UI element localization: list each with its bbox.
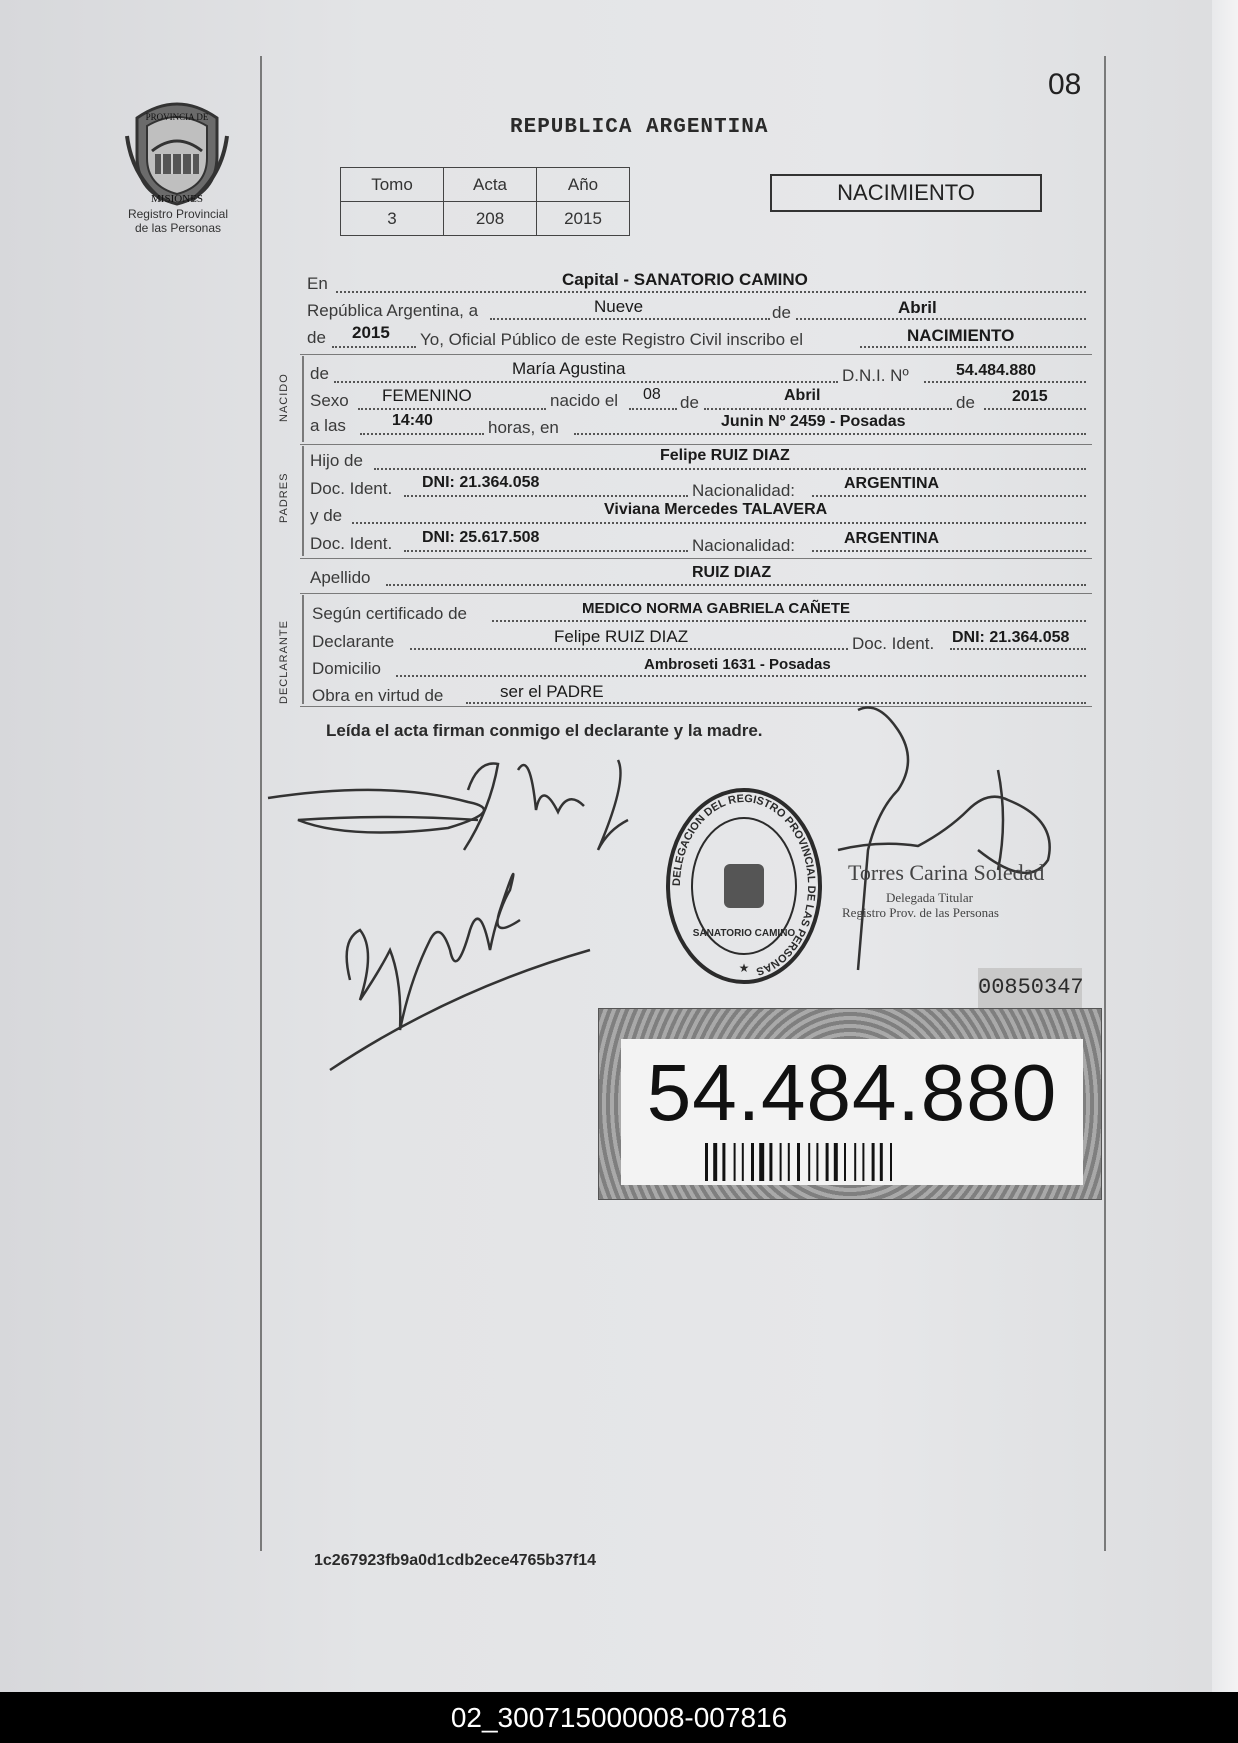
barcode-bar (788, 1143, 790, 1181)
barcode-bar (769, 1143, 772, 1181)
dots (404, 495, 688, 497)
mother-signature (330, 830, 630, 1090)
barcode-bar (844, 1143, 846, 1181)
scan-footer-band (0, 1692, 1238, 1743)
dots (358, 408, 546, 410)
birth-place-value: Junin Nº 2459 - Posadas (721, 413, 906, 430)
page-edge (1212, 0, 1238, 1692)
barcode-bar (834, 1143, 838, 1181)
barcode-bar (872, 1143, 875, 1181)
section-label-declarante: DECLARANTE (278, 620, 290, 704)
birth-time-value: 14:40 (392, 412, 433, 429)
sex-value: FEMENINO (382, 386, 472, 405)
birth-year-value: 2015 (1012, 388, 1048, 405)
a-las-label: a las (310, 416, 346, 435)
de-label-2: de (680, 393, 699, 412)
anio-header: Año (537, 168, 630, 202)
official-signature (838, 700, 1068, 970)
dots (924, 381, 1086, 383)
father-doc-label: Doc. Ident. (310, 479, 393, 498)
y-de-label: y de (310, 506, 343, 525)
hijo-de-label: Hijo de (310, 451, 363, 470)
separator-nacido-top (300, 354, 1092, 355)
dots (410, 648, 848, 650)
dots (812, 550, 1086, 552)
logo-caption-line2: de las Personas (134, 221, 222, 235)
en-label: En (307, 274, 328, 293)
registry-table (340, 167, 630, 236)
barcode-bar (816, 1143, 818, 1181)
declarante-doc-value: DNI: 21.364.058 (952, 629, 1070, 646)
registry-stamp (664, 786, 824, 986)
mother-doc-label: Doc. Ident. (310, 534, 393, 553)
acta-value: 208 (444, 202, 537, 236)
dots (984, 408, 1086, 410)
dni-label: D.N.I. Nº (842, 366, 909, 385)
separator-declarante-top (300, 593, 1092, 594)
certificate-value: MEDICO NORMA GABRIELA CAÑETE (582, 600, 851, 617)
mother-nationality-value: ARGENTINA (844, 530, 940, 547)
right-margin-rule (1104, 56, 1106, 1551)
barcode-bar (722, 1143, 725, 1181)
dots (492, 620, 1086, 622)
father-name-value: Felipe RUIZ DIAZ (660, 447, 790, 464)
scan-filename: 02_300715000008-007816 (450, 1702, 788, 1733)
logo-caption-line1: Registro Provincial (127, 207, 229, 221)
separator-apellido-top (300, 558, 1092, 559)
domicilio-label: Domicilio (312, 659, 381, 678)
dots (352, 522, 1086, 524)
nacido-el-label: nacido el (550, 391, 619, 410)
dots (860, 346, 1086, 348)
svg-text:★: ★ (738, 961, 750, 975)
section-label-nacido: NACIDO (278, 373, 290, 422)
dots (404, 550, 688, 552)
section-label-padres: PADRES (278, 472, 290, 523)
barcode-bar (880, 1143, 883, 1181)
mother-name-value: Viviana Mercedes TALAVERA (604, 501, 828, 518)
barcode-bar (751, 1143, 754, 1181)
official-office: Registro Prov. de las Personas (842, 905, 999, 920)
tomo-header: Tomo (341, 168, 444, 202)
separator-padres-top (300, 444, 1092, 445)
apellido-label: Apellido (310, 568, 371, 587)
father-doc-value: DNI: 21.364.058 (422, 474, 540, 491)
official-name: Torres Carina Soledad (848, 860, 1045, 885)
dots (396, 675, 1086, 677)
acta-header: Acta (444, 168, 537, 202)
padres-bracket (302, 446, 304, 556)
barcode-bar (826, 1143, 829, 1181)
barcode-bar (713, 1143, 717, 1181)
barcode-bar (890, 1143, 892, 1181)
month-value: Abril (898, 298, 937, 317)
birth-month-value: Abril (784, 387, 821, 404)
barcode-bar (759, 1143, 764, 1181)
year-value: 2015 (352, 323, 390, 342)
child-dni-value: 54.484.880 (956, 362, 1037, 379)
barcode-bar (780, 1143, 782, 1181)
address-value: Ambroseti 1631 - Posadas (644, 656, 831, 673)
child-name-value: María Agustina (512, 359, 626, 378)
dots (332, 346, 416, 348)
day-words-value: Nueve (594, 297, 644, 316)
act-word-value: NACIMIENTO (907, 326, 1015, 345)
officer-text: Yo, Oficial Público de este Registro Civil inscribo el (420, 330, 803, 349)
barcode-bar (742, 1143, 744, 1181)
stamp-inner-text: SANATORIO CAMINO (692, 928, 796, 939)
mother-doc-value: DNI: 25.617.508 (422, 529, 540, 546)
declarante-label: Declarante (312, 632, 395, 651)
country-title: REPUBLICA ARGENTINA (510, 116, 769, 139)
birth-day-value: 08 (643, 386, 661, 403)
dots (386, 584, 1086, 586)
dots (704, 408, 952, 410)
tomo-value: 3 (341, 202, 444, 236)
sheet-number: 08 (1048, 68, 1082, 101)
serial-number: 00850347 (978, 968, 1082, 1008)
de-label-3: de (956, 393, 975, 412)
declarante-doc-label: Doc. Ident. (852, 634, 935, 653)
dots (629, 408, 677, 410)
stamp-ring-text: DELEGACION DEL REGISTRO PROVINCIAL DE LAS PERSONAS (670, 792, 818, 978)
dots (490, 318, 770, 320)
horas-label: horas, en (488, 418, 559, 437)
mother-nationality-label: Nacionalidad: (692, 536, 796, 555)
relation-value: ser el PADRE (500, 682, 604, 701)
nacido-bracket (302, 356, 304, 442)
security-sticker (598, 1008, 1102, 1200)
logo-text-top: PROVINCIA DE (145, 112, 209, 122)
father-nationality-value: ARGENTINA (844, 475, 940, 492)
dots (950, 648, 1086, 650)
act-type-box: NACIMIENTO (770, 174, 1042, 212)
barcode-bar (808, 1143, 810, 1181)
sexo-label: Sexo (310, 391, 349, 410)
declarante-bracket (302, 595, 304, 704)
republica-label: República Argentina, a (307, 301, 479, 320)
misiones-coat-of-arms-logo (122, 96, 232, 206)
official-role: Delegada Titular (886, 890, 974, 905)
dots (812, 495, 1086, 497)
anio-value: 2015 (537, 202, 630, 236)
dots (360, 433, 484, 435)
segun-label: Según certificado de (312, 604, 467, 623)
place-value: Capital - SANATORIO CAMINO (562, 270, 808, 289)
left-margin-rule (260, 56, 262, 1551)
declarante-name-value: Felipe RUIZ DIAZ (554, 627, 689, 646)
dots (336, 291, 1086, 293)
dots (796, 318, 1086, 320)
de2-label: de (307, 328, 326, 347)
obra-label: Obra en virtud de (312, 686, 444, 705)
barcode-bar (862, 1143, 864, 1181)
nacido-de-label: de (310, 364, 329, 383)
dots (374, 468, 1086, 470)
barcode-bar (797, 1143, 800, 1181)
logo-text-bottom: MISIONES (151, 193, 203, 205)
dots (334, 381, 838, 383)
father-nationality-label: Nacionalidad: (692, 481, 796, 500)
barcode-bar (734, 1143, 736, 1181)
de-label: de (772, 303, 791, 322)
surname-value: RUIZ DIAZ (692, 564, 772, 581)
closing-statement: Leída el acta firman conmigo el declarante y la madre. (326, 721, 763, 740)
barcode-bar (705, 1143, 708, 1181)
document-hash: 1c267923fb9a0d1cdb2ece4765b37f14 (314, 1552, 596, 1569)
sticker-label-area (621, 1039, 1083, 1185)
logo-caption (108, 207, 248, 235)
dots (574, 433, 1086, 435)
sticker-dni-number: 54.484.880 (646, 1048, 1058, 1137)
barcode-bar (854, 1143, 856, 1181)
barcode (705, 1143, 1005, 1181)
